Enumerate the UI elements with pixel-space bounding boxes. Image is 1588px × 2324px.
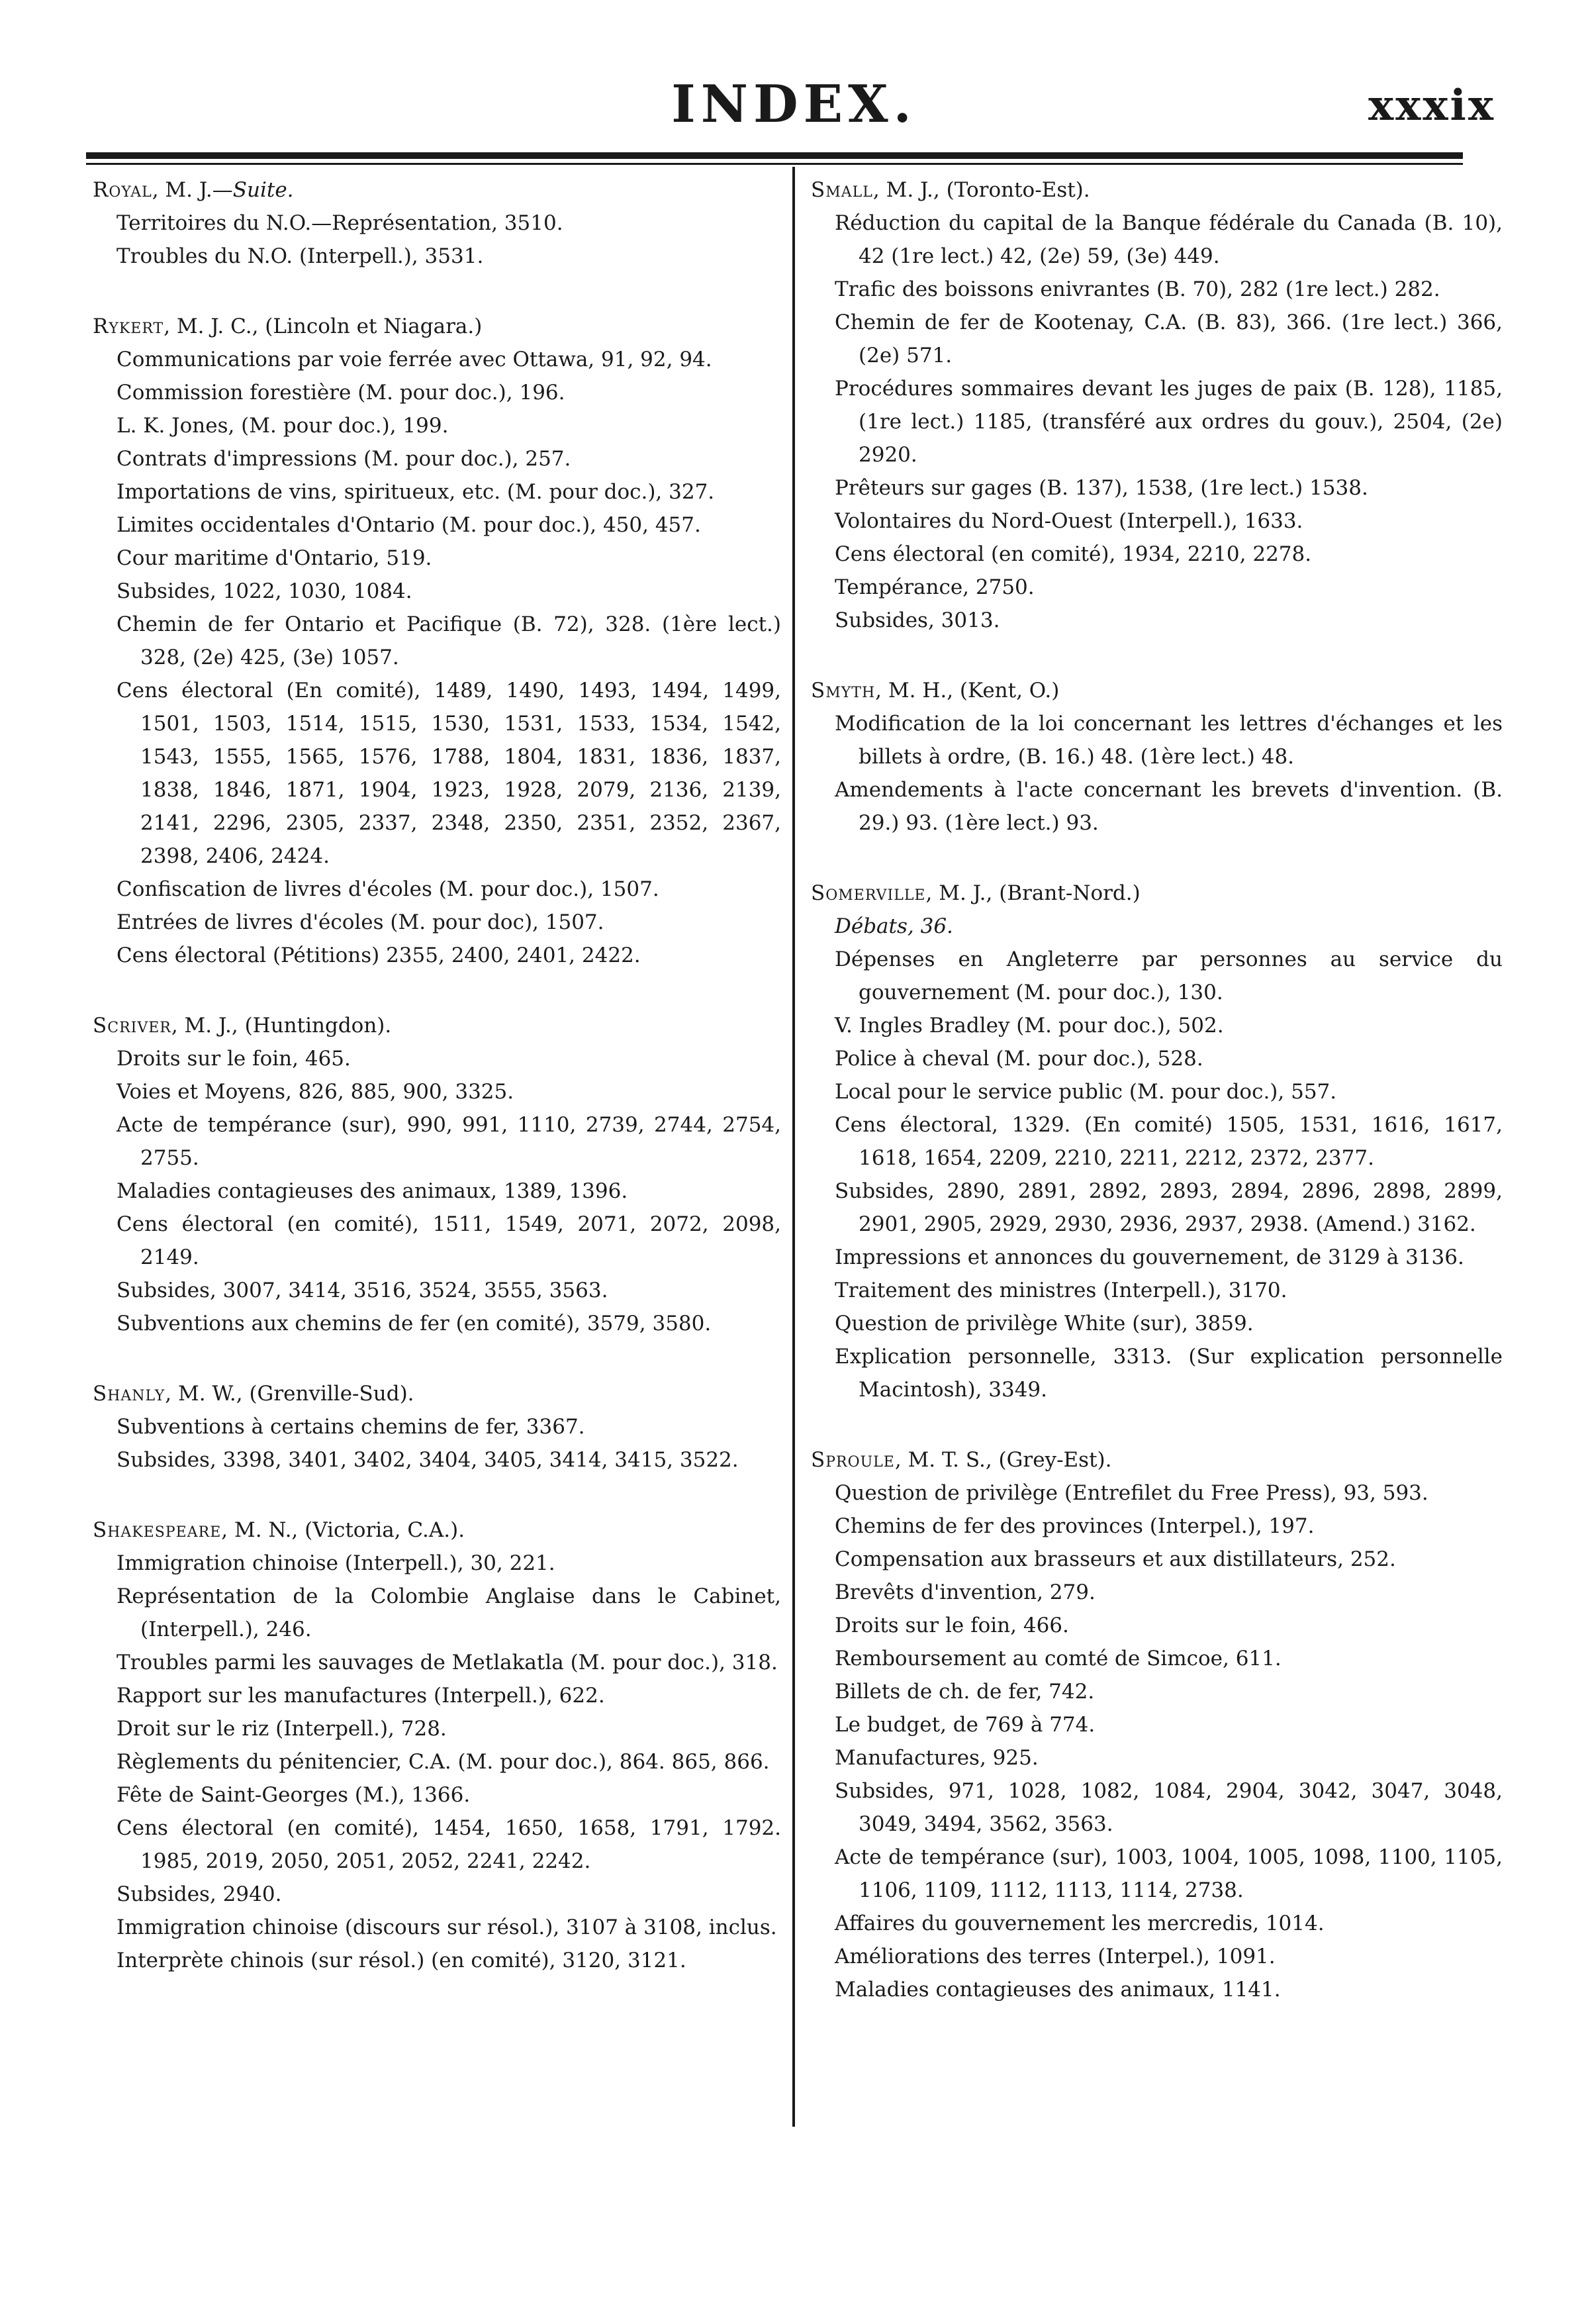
member-details: , M. J., (Brant-Nord.) [925, 881, 1141, 905]
index-item: Chemin de fer Ontario et Pacifique (B. 72), 328. (1ère lect.) 328, (2e) 425, (3e) 1057. [117, 612, 781, 669]
index-item: Subsides, 3013. [835, 608, 1000, 632]
index-item: Chemin de fer de Kootenay, C.A. (B. 83), 366. (1re lect.) 366, (2e) 571. [835, 311, 1503, 367]
member-details: , M. N., (Victoria, C.A.). [221, 1518, 465, 1542]
index-item: Subsides, 2940. [117, 1882, 282, 1906]
index-item: Débats, 36. [835, 914, 953, 938]
member-details: , M. H., (Kent, O.) [875, 679, 1060, 702]
member-name [93, 310, 781, 343]
member-surname: Small [811, 178, 873, 202]
header-rule-heavy [86, 152, 1463, 159]
index-item: Troubles du N.O. (Interpell.), 3531. [117, 244, 484, 268]
index-item: Rapport sur les manufactures (Interpell.), 622. [117, 1684, 605, 1708]
index-item: Remboursement au comté de Simcoe, 611. [835, 1647, 1282, 1670]
index-item: Subventions aux chemins de fer (en comité), 3579, 3580. [117, 1312, 712, 1335]
index-item: Importations de vins, spiritueux, etc. (M. pour doc.), 327. [117, 480, 715, 504]
index-item: Fête de Saint-Georges (M.), 1366. [117, 1783, 471, 1807]
member-surname: Royal [93, 178, 152, 202]
index-item: Cens électoral (en comité), 1511, 1549, 2071, 2072, 2098, 2149. [117, 1212, 781, 1269]
index-item: Tempérance, 2750. [835, 575, 1035, 599]
index-item: Modification de la loi concernant les lettres d'échanges et les billets à ordre, (B. 16.) 48. (1ère lect.) 48. [835, 712, 1503, 769]
index-item: Représentation de la Colombie Anglaise dans le Cabinet, (Interpell.), 246. [117, 1584, 781, 1641]
member-name [811, 674, 1503, 707]
member-details: , M. W., (Grenville-Sud). [165, 1382, 414, 1406]
index-item: Maladies contagieuses des animaux, 1389, 1396. [117, 1179, 628, 1203]
index-item: Traitement des ministres (Interpell.), 3170. [835, 1279, 1287, 1302]
index-entry [93, 1514, 781, 1977]
index-entry [93, 310, 781, 972]
index-item: Acte de tempérance (sur), 1003, 1004, 1005, 1098, 1100, 1105, 1106, 1109, 1112, 1113, 1114, 2738. [835, 1845, 1503, 1902]
index-item: Territoires du N.O.—Représentation, 3510. [117, 211, 563, 235]
index-item: Maladies contagieuses des animaux, 1141. [835, 1978, 1281, 2002]
column-divider [792, 167, 795, 2127]
index-item: Compensation aux brasseurs et aux distillateurs, 252. [835, 1547, 1396, 1571]
index-entry [811, 674, 1503, 840]
member-details: , M. J.— [152, 178, 233, 202]
member-surname: Scriver [93, 1014, 171, 1038]
index-item: Dépenses en Angleterre par personnes au service du gouvernement (M. pour doc.), 130. [835, 947, 1503, 1004]
index-item: Subsides, 3398, 3401, 3402, 3404, 3405, 3414, 3415, 3522. [117, 1448, 739, 1472]
index-item: Droits sur le foin, 465. [117, 1047, 351, 1071]
index-item: Le budget, de 769 à 774. [835, 1713, 1096, 1737]
index-entry [93, 1377, 781, 1477]
index-item: Question de privilège White (sur), 3859. [835, 1312, 1254, 1335]
member-name [811, 877, 1503, 910]
page-number: xxxix [1368, 81, 1495, 130]
index-item: Limites occidentales d'Ontario (M. pour doc.), 450, 457. [117, 513, 701, 537]
member-surname: Rykert [93, 315, 164, 338]
index-item: Brevêts d'invention, 279. [835, 1580, 1096, 1604]
index-item: Entrées de livres d'écoles (M. pour doc), 1507. [117, 910, 604, 934]
member-name [93, 173, 781, 207]
index-item: Droit sur le riz (Interpell.), 728. [117, 1717, 447, 1741]
index-item: Amendements à l'acte concernant les brevets d'invention. (B. 29.) 93. (1ère lect.) 93. [835, 778, 1503, 835]
index-item: Cens électoral (En comité), 1489, 1490, 1493, 1494, 1499, 1501, 1503, 1514, 1515, 1530, 1531, 1533, 1534, 1542, 1543, 1555, 1565, 1576, 1788, 1804, 1831, 1836, 1837, 1838, 1846, 1871, 1904, 1923, 1928, 2079, 2136, 2139, 2141, 2296, 2305, 2337, 2348, 2350, 2351, 2352, 2367, 2398, 2406, 2424. [117, 679, 781, 868]
index-item: Chemins de fer des provinces (Interpel.), 197. [835, 1514, 1315, 1538]
index-entry [811, 1443, 1503, 2006]
index-item: Question de privilège (Entrefilet du Free Press), 93, 593. [835, 1481, 1428, 1505]
member-surname: Smyth [811, 679, 876, 702]
index-item: Confiscation de livres d'écoles (M. pour doc.), 1507. [117, 877, 659, 901]
index-item: Impressions et annonces du gouvernement, de 3129 à 3136. [835, 1245, 1464, 1269]
member-details: , M. J., (Huntingdon). [171, 1014, 392, 1038]
index-item: Acte de tempérance (sur), 990, 991, 1110, 2739, 2744, 2754, 2755. [117, 1113, 781, 1170]
index-item: Police à cheval (M. pour doc.), 528. [835, 1047, 1203, 1071]
index-item: Cens électoral (en comité), 1454, 1650, 1658, 1791, 1792. 1985, 2019, 2050, 2051, 2052, 2241, 2242. [117, 1816, 781, 1873]
index-item: Cens électoral (Pétitions) 2355, 2400, 2401, 2422. [117, 944, 641, 967]
index-item: Subsides, 971, 1028, 1082, 1084, 2904, 3042, 3047, 3048, 3049, 3494, 3562, 3563. [835, 1779, 1503, 1836]
index-item: Interprète chinois (sur résol.) (en comité), 3120, 3121. [117, 1949, 686, 1972]
index-item: Communications par voie ferrée avec Ottawa, 91, 92, 94. [117, 348, 712, 371]
index-item: Immigration chinoise (Interpell.), 30, 221. [117, 1551, 555, 1575]
index-item: Billets de ch. de fer, 742. [835, 1680, 1095, 1704]
index-item: Troubles parmi les sauvages de Metlakatla (M. pour doc.), 318. [117, 1651, 778, 1674]
index-entry [811, 173, 1503, 637]
index-item: Cens électoral (en comité), 1934, 2210, 2278. [835, 542, 1312, 566]
right-column [811, 173, 1503, 2043]
member-name [811, 173, 1503, 207]
index-entry [93, 1009, 781, 1340]
member-suite: Suite. [232, 178, 294, 202]
member-surname: Somerville [811, 881, 926, 905]
index-item: L. K. Jones, (M. pour doc.), 199. [117, 414, 449, 438]
member-details: , M. J., (Toronto-Est). [872, 178, 1090, 202]
index-item: Cour maritime d'Ontario, 519. [117, 546, 432, 570]
index-item: V. Ingles Bradley (M. pour doc.), 502. [835, 1014, 1224, 1038]
index-item: Voies et Moyens, 826, 885, 900, 3325. [117, 1080, 514, 1104]
index-item: Manufactures, 925. [835, 1746, 1039, 1770]
index-item: Trafic des boissons enivrantes (B. 70), 282 (1re lect.) 282. [835, 277, 1440, 301]
index-item: Droits sur le foin, 466. [835, 1614, 1069, 1637]
index-item: Local pour le service public (M. pour doc.), 557. [835, 1080, 1337, 1104]
index-entry [811, 877, 1503, 1406]
index-item: Immigration chinoise (discours sur résol.), 3107 à 3108, inclus. [117, 1915, 777, 1939]
member-name [93, 1009, 781, 1042]
member-surname: Shakespeare [93, 1518, 222, 1542]
member-name [811, 1443, 1503, 1477]
member-name [93, 1514, 781, 1547]
index-item: Subsides, 3007, 3414, 3516, 3524, 3555, 3563. [117, 1279, 608, 1302]
index-item: Affaires du gouvernement les mercredis, 1014. [835, 1912, 1325, 1935]
index-item: Améliorations des terres (Interpel.), 1091. [835, 1945, 1276, 1968]
index-item: Subventions à certains chemins de fer, 3367. [117, 1415, 585, 1439]
index-entry [93, 173, 781, 273]
index-item: Subsides, 2890, 2891, 2892, 2893, 2894, 2896, 2898, 2899, 2901, 2905, 2929, 2930, 2936, 2937, 2938. (Amend.) 3162. [835, 1179, 1503, 1236]
member-details: , M. J. C., (Lincoln et Niagara.) [163, 315, 483, 338]
index-item: Réduction du capital de la Banque fédérale du Canada (B. 10), 42 (1re lect.) 42, (2e) 59, (3e) 449. [835, 211, 1503, 268]
index-item: Procédures sommaires devant les juges de paix (B. 128), 1185, (1re lect.) 1185, (transféré aux ordres du gouv.), 2504, (2e) 2920. [835, 377, 1503, 467]
index-item: Cens électoral, 1329. (En comité) 1505, 1531, 1616, 1617, 1618, 1654, 2209, 2210, 2211, 2212, 2372, 2377. [835, 1113, 1503, 1170]
header-rule-light [86, 163, 1463, 165]
page-title: INDEX. [671, 74, 917, 134]
index-item: Prêteurs sur gages (B. 137), 1538, (1re lect.) 1538. [835, 476, 1368, 500]
index-item: Subsides, 1022, 1030, 1084. [117, 579, 412, 603]
member-details: , M. T. S., (Grey-Est). [894, 1448, 1112, 1472]
member-name [93, 1377, 781, 1410]
member-surname: Shanly [93, 1382, 165, 1406]
left-column [93, 173, 781, 2014]
index-item: Commission forestière (M. pour doc.), 196. [117, 381, 565, 405]
index-item: Explication personnelle, 3313. (Sur explication personnelle Macintosh), 3349. [835, 1345, 1503, 1402]
index-item: Volontaires du Nord-Ouest (Interpell.), 1633. [835, 509, 1303, 533]
member-surname: Sproule [811, 1448, 895, 1472]
index-item: Contrats d'impressions (M. pour doc.), 257. [117, 447, 571, 471]
index-item: Règlements du pénitencier, C.A. (M. pour doc.), 864. 865, 866. [117, 1750, 770, 1774]
